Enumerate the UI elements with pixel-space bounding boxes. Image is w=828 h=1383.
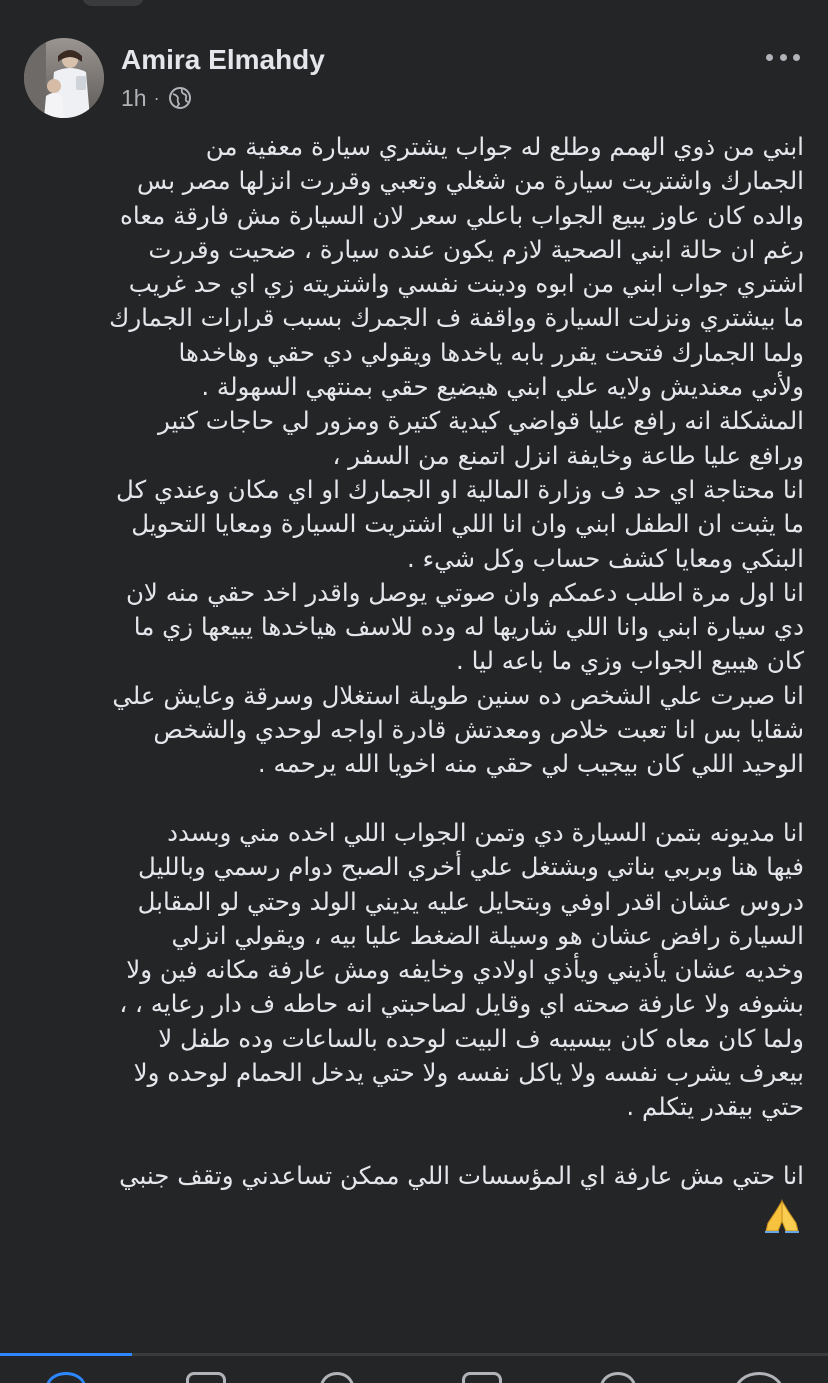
post-header [24,38,804,120]
post-time[interactable]: 1h [121,84,147,111]
more-dot-icon [780,54,787,61]
globe-icon[interactable] [168,86,192,110]
post-text-line: دروس عشان اقدر اوفي وبتحايل عليه يديني الولد وحتي لو المقابل [137,886,804,916]
folded-hands-icon [762,1197,802,1233]
scroll-progress-bar [0,1353,828,1356]
post-text-line: ابني من ذوي الهمم وطلع له جواب يشتري سيارة معفية من [205,132,804,161]
send-icon[interactable] [462,1372,502,1383]
post-text-line: السيارة رافض عشان هو وسيلة الضغط عليا بيه ، ويقولي انزلي [171,920,804,950]
post-text-line: كان هيبيع الجواب وزي ما باعه ليا . [456,646,804,676]
post-text-line: الجمارك واشتريت سيارة من شغلي وتعبي وقررت انزلها مصر بس [136,166,804,196]
author-avatar[interactable] [24,38,104,118]
post-text-line: شقايا بس انا تعبت خلاص ومعدتش قادرة اواجه لوحدي والشخص [153,715,804,745]
previous-item-pill [82,0,144,6]
author-name[interactable]: Amira Elmahdy [121,44,325,75]
post-text-line: انا اول مرة اطلب دعمكم وان صوتي يوصل واقدر اخد حقي منه لان [125,577,804,607]
post-text-line: ولما الجمارك فتحت يقرر بابه ياخدها ويقولي دي حقي وهاخدها [178,337,804,367]
emoji-line [20,1193,804,1233]
post-text-line: بيعرف يشرب نفسه ولا ياكل نفسه ولا حتي يدخل الحمام لوحده ولا [133,1058,804,1088]
react-icon[interactable] [600,1372,636,1383]
paragraph-gap [20,1125,804,1159]
post-text-line: ولما كان معاه كان بيسيبه ف البيت لوحده بالساعات وده طفل لا [158,1023,804,1053]
post-text-line: انا حتي مش عارفة اي المؤسسات اللي ممكن تساعدني وتقف جنبي [119,1160,804,1190]
profile-icon[interactable] [734,1372,784,1383]
post-text [20,130,804,1233]
post-text-line: انا مديونه بتمن السيارة دي وتمن الجواب اللي اخده مني وبسدد [167,817,804,847]
more-dot-icon [766,54,773,61]
post-text-line: حتي بيقدر يتكلم . [626,1092,804,1122]
post-text-line: ما بيشتري ونزلت السيارة وواقفة ف الجمرك بسبب قرارات الجمارك [109,303,804,333]
post-text-line: دي سيارة ابني وانا اللي شاريها له وده للاسف هياخدها يبيعها زي ما [133,612,804,642]
paragraph-gap [20,782,804,816]
post-text-line: انا صبرت علي الشخص ده سنين طويلة استغلال وسرقة وعايش علي [112,680,804,710]
post-text-line: المشكلة انه رافع عليا قواضي كيدية كتيرة ومزور لي حاجات كتير [157,406,804,436]
more-options-button[interactable] [766,42,800,72]
share-icon[interactable] [320,1372,354,1383]
more-dot-icon [793,54,800,61]
post-meta [121,84,192,112]
post-text-line: ولأني معنديش ولايه علي ابني هيضيع حقي بمنتهي السهولة . [201,372,804,402]
post-text-line: البنكي ومعايا كشف حساب وكل شيء . [407,543,804,573]
avatar-photo [24,38,104,118]
post-text-line: بشوفه ولا عارفة صحته اي وقايل لصاحبتي انه حاطه ف دار رعايه ، ، [119,989,804,1019]
post-text-line: فيها هنا وبربي بناتي وبشتغل علي أخري الصبح دوام رسمي وبالليل [138,852,804,882]
post-text-line: الوحيد اللي كان بيجيب لي حقي منه اخويا الله يرحمه . [257,749,804,779]
post-text-line: ما يثبت ان الطفل ابني وان انا اللي اشتريت السيارة ومعايا التحويل [131,509,804,539]
post-text-line: وخديه عشان يأذيني ويأذي اولادي وخايفه ومش عارفة مكانه فين ولا [126,955,804,985]
post-text-line: والده كان عاوز يبيع الجواب باعلي سعر لان السيارة مش فارقة معاه [120,200,804,230]
post-action-bar [0,1358,828,1383]
post-text-line: رغم ان حالة ابني الصحية لازم يكون عنده سيارة ، ضحيت وقررت [148,234,804,264]
scroll-progress-fill [0,1353,132,1356]
meta-separator: · [153,87,160,108]
post-text-line: اشتري جواب ابني من ابوه ودينت نفسي واشتريته زي اي حد غريب [128,269,804,299]
post-text-line: انا محتاجة اي حد ف وزارة المالية او الجمارك او اي مكان وعندي كل [115,474,804,504]
comment-icon[interactable] [186,1372,226,1383]
post-text-line: ورافع عليا طاعة وخايفة انزل اتمنع من السفر ، [332,440,804,470]
like-icon[interactable] [46,1372,86,1383]
